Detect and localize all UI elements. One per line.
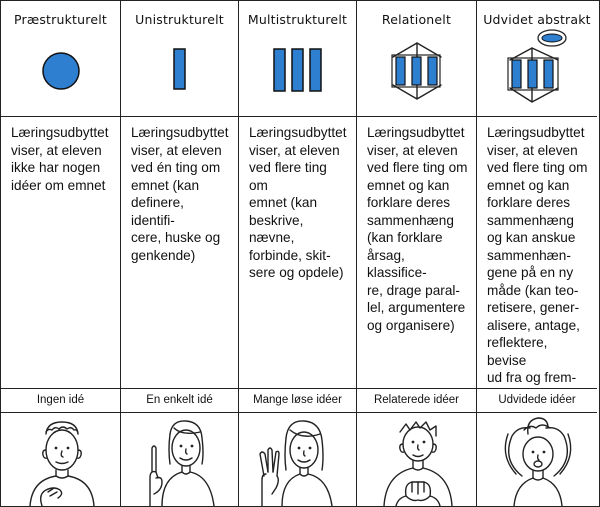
caption-praestrukturelt <box>1 389 121 413</box>
caption-text: Udvidede idéer <box>498 394 576 406</box>
child-interlocked-hands-icon <box>358 414 476 506</box>
description-text: Læringsudbyttet viser, at eleven ved én ting om emnet (kan definere, identifi- cere, huske og genkende) <box>131 125 229 263</box>
description-text: Læringsudbyttet viser, at eleven ved flere ting om emnet og kan forklare deres sammenhæng (kan forklare årsag, klassifice- re, drage paral- lel, argumentere og organisere) <box>367 125 468 333</box>
figure-multistrukturelt <box>239 413 357 506</box>
child-one-finger-icon <box>122 414 238 506</box>
description-text: Læringsudbyttet viser, at eleven ved flere ting om emnet (kan beskrive, nævne, forbinde, skit- sere og opdele) <box>249 125 347 280</box>
child-three-fingers-icon <box>240 414 356 506</box>
column-title: Relationelt <box>381 12 452 27</box>
column-title: Multistrukturelt <box>247 12 348 27</box>
child-arms-over-head-icon <box>478 414 596 506</box>
caption-unistrukturelt <box>121 389 239 413</box>
figure-unistrukturelt <box>121 413 239 506</box>
caption-text: En enkelt idé <box>146 394 213 406</box>
description-udvidet-abstrakt <box>477 117 597 389</box>
description-multistrukturelt <box>239 117 357 389</box>
child-hand-on-chest-icon <box>2 414 120 506</box>
connected-bars-icon <box>377 39 457 103</box>
figure-praestrukturelt <box>1 413 121 506</box>
column-title: Unistrukturelt <box>135 12 224 27</box>
header-multistrukturelt <box>239 1 357 117</box>
three-blue-bars-icon <box>258 41 338 101</box>
single-blue-bar-icon <box>150 41 210 101</box>
column-title: Præstrukturelt <box>14 12 107 27</box>
header-relationelt <box>357 1 477 117</box>
header-praestrukturelt <box>1 1 121 117</box>
header-unistrukturelt <box>121 1 239 117</box>
caption-relationelt <box>357 389 477 413</box>
figure-udvidet-abstrakt <box>477 413 597 506</box>
caption-text: Mange løse idéer <box>253 394 342 406</box>
caption-text: Relaterede idéer <box>373 394 460 406</box>
description-relationelt <box>357 117 477 389</box>
header-udvidet-abstrakt <box>477 1 597 117</box>
blue-circle-icon <box>31 41 91 101</box>
description-text: Læringsudbyttet viser, at eleven ikke har nogen idéer om emnet <box>11 125 109 193</box>
caption-udvidet-abstrakt <box>477 389 597 413</box>
caption-text: Ingen idé <box>36 394 85 406</box>
column-title: Udvidet abstrakt <box>483 12 591 27</box>
connected-bars-with-disc-icon <box>492 26 582 106</box>
figure-relationelt <box>357 413 477 506</box>
description-praestrukturelt <box>1 117 121 389</box>
description-unistrukturelt <box>121 117 239 389</box>
caption-multistrukturelt <box>239 389 357 413</box>
description-text: Læringsudbyttet viser, at eleven ved flere ting om emnet og kan forklare deres sammenhæng og kan anskue sammenhæn- gene på en ny måde (kan teo- retisere, gener- alisere, antage, reflektere, bevise ud fra og frem- <box>487 125 588 385</box>
